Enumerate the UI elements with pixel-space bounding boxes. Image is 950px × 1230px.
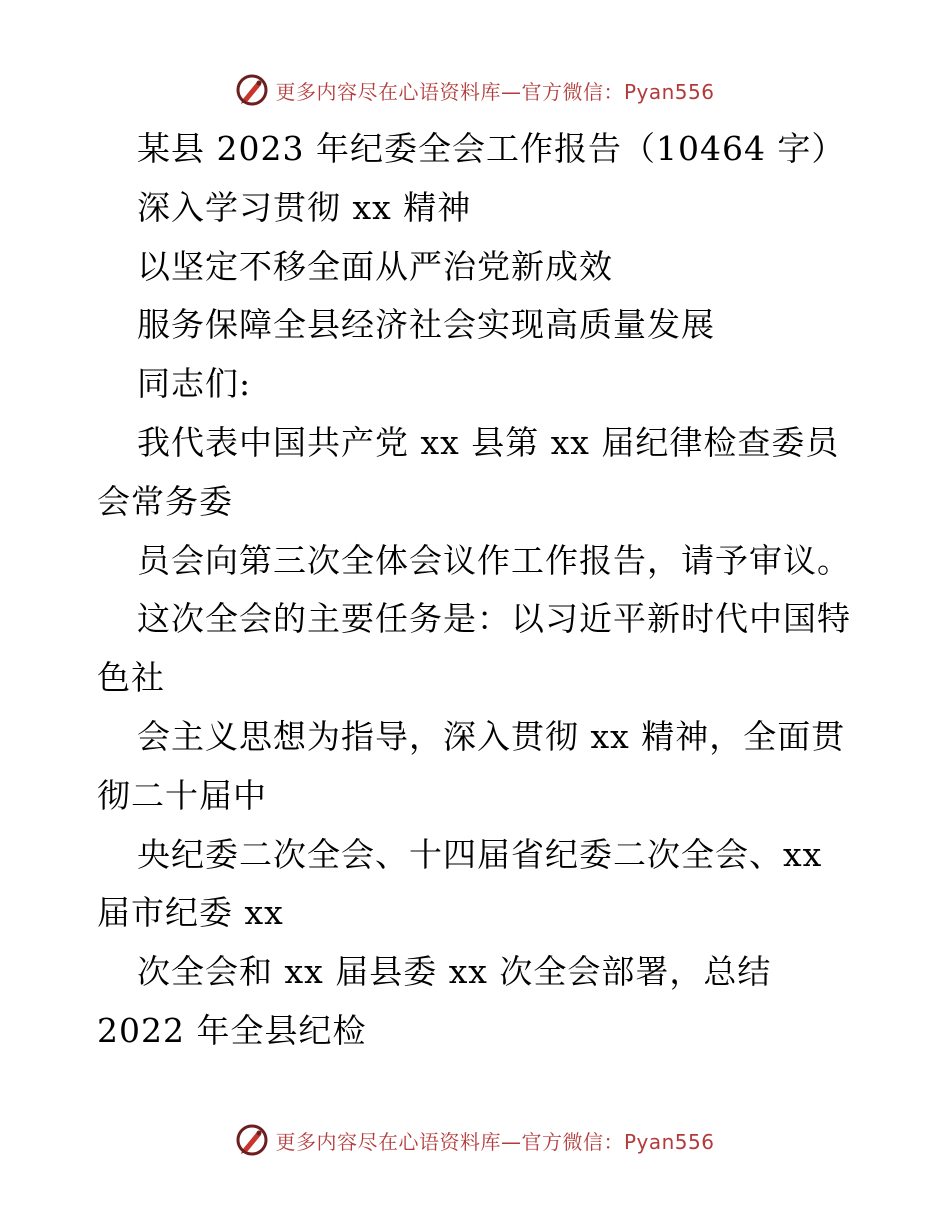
body-line: 2022 年全县纪检 [97, 1010, 367, 1050]
body-line: 会主义思想为指导，深入贯彻 xx 精神，全面贯 [137, 716, 846, 756]
subtitle-line: 以坚定不移全面从严治党新成效 [137, 246, 613, 286]
document-title: 某县 2023 年纪委全会工作报告（10464 字） [137, 129, 846, 168]
body-line: 员会向第三次全体会议作工作报告，请予审议。 [137, 540, 851, 580]
body-line: 我代表中国共产党 xx 县第 xx 届纪律检查委员 [137, 422, 840, 462]
body-line: 届市纪委 xx [97, 893, 284, 933]
document-body [97, 120, 857, 1061]
salutation: 同志们: [137, 364, 252, 404]
header-banner-text: 更多内容尽在心语资料库—官方微信：Pyan556 [275, 79, 715, 104]
pen-logo-icon [235, 1123, 269, 1157]
footer-banner [0, 1120, 950, 1160]
body-line: 色社 [97, 658, 165, 698]
body-line: 这次全会的主要任务是：以习近平新时代中国特 [137, 599, 851, 639]
subtitle-line: 服务保障全县经济社会实现高质量发展 [137, 305, 715, 345]
body-line: 次全会和 xx 届县委 xx 次全会部署，总结 [137, 952, 772, 992]
body-line: 央纪委二次全会、十四届省纪委二次全会、xx [137, 834, 823, 874]
body-line: 彻二十届中 [97, 775, 267, 815]
footer-banner-text: 更多内容尽在心语资料库—官方微信：Pyan556 [275, 1129, 715, 1154]
subtitle-line: 深入学习贯彻 xx 精神 [137, 187, 472, 227]
header-banner [0, 70, 950, 110]
pen-logo-icon [235, 73, 269, 107]
body-line: 会常务委 [97, 481, 233, 521]
